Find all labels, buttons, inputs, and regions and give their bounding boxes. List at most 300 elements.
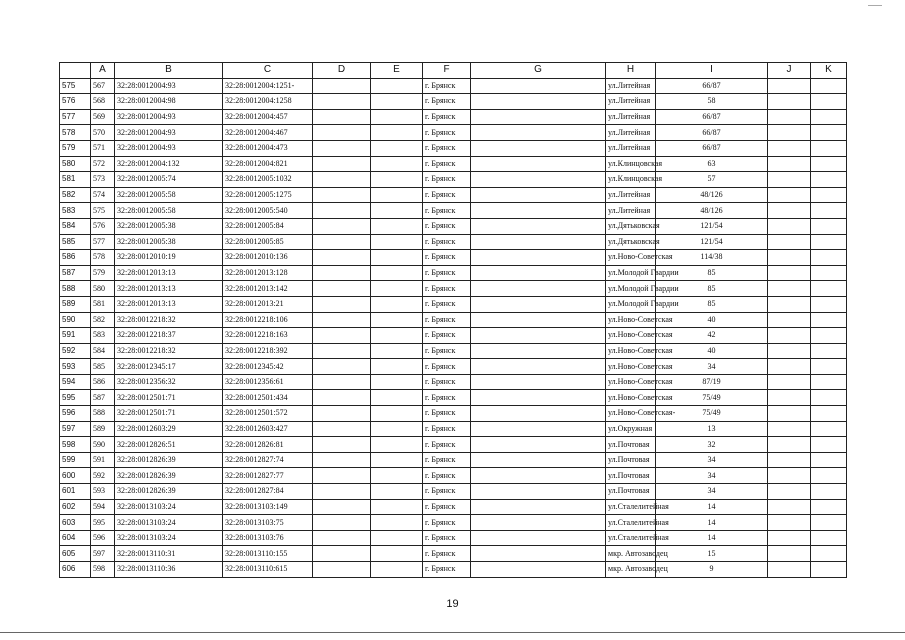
- column-header: A: [91, 63, 115, 79]
- empty-cell: [811, 328, 847, 344]
- table-cell: 32:28:0013110:615: [223, 562, 313, 578]
- empty-cell: [768, 437, 811, 453]
- empty-cell: [768, 218, 811, 234]
- empty-cell: [313, 218, 371, 234]
- empty-cell: [811, 265, 847, 281]
- column-header: G: [471, 63, 606, 79]
- table-row: [60, 109, 847, 125]
- empty-cell: [768, 140, 811, 156]
- empty-cell: [471, 187, 606, 203]
- empty-cell: [313, 296, 371, 312]
- empty-cell: [313, 203, 371, 219]
- table-cell: 32:28:0012603:427: [223, 421, 313, 437]
- empty-cell: [768, 281, 811, 297]
- table-cell: 40: [656, 343, 768, 359]
- page-bottom-rule: [0, 632, 905, 633]
- empty-cell: [313, 530, 371, 546]
- empty-cell: [811, 140, 847, 156]
- empty-cell: [768, 109, 811, 125]
- empty-cell: [371, 234, 423, 250]
- table-cell: 577: [91, 234, 115, 250]
- empty-cell: [313, 187, 371, 203]
- empty-cell: [371, 281, 423, 297]
- row-number: 580: [60, 156, 91, 172]
- table-cell: ул.Ново-Советская: [606, 328, 656, 344]
- row-number: 582: [60, 187, 91, 203]
- table-cell: 85: [656, 265, 768, 281]
- table-row: [60, 390, 847, 406]
- table-cell: 42: [656, 328, 768, 344]
- table-cell: 32:28:0013103:149: [223, 499, 313, 515]
- table-cell: 32:28:0012004:93: [115, 140, 223, 156]
- empty-cell: [768, 484, 811, 500]
- table-cell: г. Брянск: [423, 390, 471, 406]
- table-cell: 34: [656, 359, 768, 375]
- empty-cell: [313, 125, 371, 141]
- empty-cell: [371, 374, 423, 390]
- table-cell: 114/38: [656, 250, 768, 266]
- empty-cell: [313, 515, 371, 531]
- row-number: 575: [60, 78, 91, 94]
- empty-cell: [471, 109, 606, 125]
- table-cell: 570: [91, 125, 115, 141]
- empty-cell: [471, 484, 606, 500]
- table-cell: 32:28:0012005:58: [115, 187, 223, 203]
- empty-cell: [371, 530, 423, 546]
- table-row: [60, 374, 847, 390]
- empty-cell: [371, 109, 423, 125]
- column-header: H: [606, 63, 656, 79]
- empty-cell: [768, 125, 811, 141]
- empty-cell: [313, 343, 371, 359]
- empty-cell: [811, 359, 847, 375]
- empty-cell: [471, 499, 606, 515]
- empty-cell: [471, 281, 606, 297]
- table-cell: ул.Ново-Советская: [606, 390, 656, 406]
- empty-cell: [811, 452, 847, 468]
- table-cell: 32:28:0012005:1032: [223, 172, 313, 188]
- table-cell: 32:28:0012345:42: [223, 359, 313, 375]
- table-cell: 596: [91, 530, 115, 546]
- empty-cell: [313, 281, 371, 297]
- table-cell: 32:28:0013103:24: [115, 530, 223, 546]
- table-cell: 32:28:0012218:32: [115, 312, 223, 328]
- table-cell: 574: [91, 187, 115, 203]
- empty-cell: [471, 78, 606, 94]
- row-number: 605: [60, 546, 91, 562]
- table-cell: ул.Ново-Советская: [606, 359, 656, 375]
- table-cell: 32:28:0012603:29: [115, 421, 223, 437]
- empty-cell: [768, 452, 811, 468]
- row-number: 598: [60, 437, 91, 453]
- table-cell: 85: [656, 281, 768, 297]
- column-header: C: [223, 63, 313, 79]
- table-cell: 32:28:0012004:457: [223, 109, 313, 125]
- table-cell: 579: [91, 265, 115, 281]
- empty-cell: [313, 562, 371, 578]
- row-number: 593: [60, 359, 91, 375]
- empty-cell: [471, 172, 606, 188]
- table-cell: ул.Литейная: [606, 125, 656, 141]
- table-cell: г. Брянск: [423, 437, 471, 453]
- empty-cell: [768, 250, 811, 266]
- table-cell: 587: [91, 390, 115, 406]
- table-cell: 569: [91, 109, 115, 125]
- row-number: 589: [60, 296, 91, 312]
- empty-cell: [371, 296, 423, 312]
- empty-cell: [371, 343, 423, 359]
- empty-cell: [313, 546, 371, 562]
- row-number: 584: [60, 218, 91, 234]
- empty-cell: [371, 359, 423, 375]
- table-cell: 32:28:0012501:71: [115, 406, 223, 422]
- table-cell: ул.Окружная: [606, 421, 656, 437]
- empty-cell: [471, 530, 606, 546]
- empty-cell: [768, 359, 811, 375]
- empty-cell: [313, 390, 371, 406]
- empty-cell: [471, 406, 606, 422]
- table-cell: г. Брянск: [423, 452, 471, 468]
- table-cell: ул.Сталелитейная: [606, 499, 656, 515]
- table-row: [60, 172, 847, 188]
- empty-cell: [768, 499, 811, 515]
- empty-cell: [471, 468, 606, 484]
- empty-cell: [471, 359, 606, 375]
- table-cell: 32:28:0012005:58: [115, 203, 223, 219]
- empty-cell: [471, 218, 606, 234]
- column-header: J: [768, 63, 811, 79]
- row-number: 576: [60, 94, 91, 110]
- row-number: 597: [60, 421, 91, 437]
- empty-cell: [313, 250, 371, 266]
- row-number: 600: [60, 468, 91, 484]
- table-cell: 32:28:0012218:32: [115, 343, 223, 359]
- table-cell: 32:28:0012013:21: [223, 296, 313, 312]
- table-cell: г. Брянск: [423, 406, 471, 422]
- table-cell: 32:28:0012013:128: [223, 265, 313, 281]
- table-cell: 32:28:0012010:136: [223, 250, 313, 266]
- empty-cell: [811, 125, 847, 141]
- table-row: [60, 484, 847, 500]
- empty-cell: [471, 265, 606, 281]
- table-cell: 87/19: [656, 374, 768, 390]
- table-cell: мкр. Автозаводец: [606, 546, 656, 562]
- empty-cell: [471, 390, 606, 406]
- empty-cell: [768, 562, 811, 578]
- row-number: 595: [60, 390, 91, 406]
- table-cell: 588: [91, 406, 115, 422]
- table-cell: 32:28:0012005:1275: [223, 187, 313, 203]
- table-cell: г. Брянск: [423, 281, 471, 297]
- empty-cell: [471, 234, 606, 250]
- empty-cell: [768, 296, 811, 312]
- table-cell: ул.Ново-Советская-: [606, 406, 656, 422]
- empty-cell: [811, 94, 847, 110]
- empty-cell: [371, 203, 423, 219]
- table-body: [60, 78, 847, 577]
- table-cell: 75/49: [656, 406, 768, 422]
- table-cell: г. Брянск: [423, 140, 471, 156]
- empty-cell: [371, 390, 423, 406]
- table-cell: 32:28:0012004:473: [223, 140, 313, 156]
- table-cell: 590: [91, 437, 115, 453]
- table-cell: ул.Дятьковская: [606, 234, 656, 250]
- table-cell: 32:28:0012827:84: [223, 484, 313, 500]
- table-cell: 85: [656, 296, 768, 312]
- table-cell: 32:28:0012005:84: [223, 218, 313, 234]
- empty-cell: [471, 421, 606, 437]
- table-row: [60, 187, 847, 203]
- table-cell: ул.Почтовая: [606, 437, 656, 453]
- empty-cell: [768, 374, 811, 390]
- empty-cell: [471, 562, 606, 578]
- table-cell: мкр. Автозаводец: [606, 562, 656, 578]
- empty-cell: [371, 156, 423, 172]
- empty-cell: [313, 156, 371, 172]
- table-cell: 594: [91, 499, 115, 515]
- empty-cell: [811, 281, 847, 297]
- table-cell: г. Брянск: [423, 78, 471, 94]
- empty-cell: [313, 109, 371, 125]
- table-row: [60, 499, 847, 515]
- table-cell: 32:28:0012004:467: [223, 125, 313, 141]
- empty-cell: [811, 78, 847, 94]
- empty-cell: [768, 515, 811, 531]
- empty-cell: [471, 94, 606, 110]
- table-cell: г. Брянск: [423, 421, 471, 437]
- table-cell: г. Брянск: [423, 234, 471, 250]
- empty-cell: [768, 187, 811, 203]
- empty-cell: [768, 94, 811, 110]
- table-row: [60, 546, 847, 562]
- table-cell: г. Брянск: [423, 499, 471, 515]
- table-cell: 597: [91, 546, 115, 562]
- table-cell: ул.Сталелитейная: [606, 530, 656, 546]
- table-cell: г. Брянск: [423, 328, 471, 344]
- table-cell: 32:28:0012004:821: [223, 156, 313, 172]
- row-number: 603: [60, 515, 91, 531]
- table-cell: 14: [656, 515, 768, 531]
- table-cell: 576: [91, 218, 115, 234]
- table-cell: 66/87: [656, 78, 768, 94]
- table-cell: 572: [91, 156, 115, 172]
- table-cell: ул.Ново-Советская: [606, 343, 656, 359]
- column-header: B: [115, 63, 223, 79]
- empty-cell: [313, 421, 371, 437]
- table-cell: 34: [656, 484, 768, 500]
- table-cell: 593: [91, 484, 115, 500]
- row-number: 585: [60, 234, 91, 250]
- empty-cell: [313, 452, 371, 468]
- table-cell: 32:28:0012004:98: [115, 94, 223, 110]
- column-header: F: [423, 63, 471, 79]
- empty-cell: [811, 250, 847, 266]
- empty-cell: [371, 484, 423, 500]
- empty-cell: [313, 140, 371, 156]
- empty-cell: [811, 390, 847, 406]
- table-cell: ул.Литейная: [606, 187, 656, 203]
- table-cell: г. Брянск: [423, 94, 471, 110]
- empty-cell: [313, 437, 371, 453]
- table-cell: 121/54: [656, 218, 768, 234]
- empty-cell: [811, 109, 847, 125]
- row-number: 579: [60, 140, 91, 156]
- empty-cell: [811, 515, 847, 531]
- table-cell: ул.Ново-Советская: [606, 374, 656, 390]
- table-cell: 32:28:0012005:74: [115, 172, 223, 188]
- table-cell: 13: [656, 421, 768, 437]
- table-cell: 582: [91, 312, 115, 328]
- row-number: 583: [60, 203, 91, 219]
- empty-cell: [768, 546, 811, 562]
- row-number: 586: [60, 250, 91, 266]
- empty-cell: [811, 218, 847, 234]
- empty-cell: [811, 343, 847, 359]
- table-cell: 584: [91, 343, 115, 359]
- table-cell: 595: [91, 515, 115, 531]
- table-cell: 66/87: [656, 109, 768, 125]
- empty-cell: [471, 374, 606, 390]
- empty-cell: [811, 499, 847, 515]
- empty-cell: [313, 359, 371, 375]
- table-row: [60, 234, 847, 250]
- empty-cell: [313, 172, 371, 188]
- table-cell: 32:28:0012004:1251-: [223, 78, 313, 94]
- table-cell: г. Брянск: [423, 530, 471, 546]
- table-cell: г. Брянск: [423, 250, 471, 266]
- empty-cell: [371, 78, 423, 94]
- empty-cell: [371, 140, 423, 156]
- table-cell: 32:28:0012218:163: [223, 328, 313, 344]
- table-cell: 32:28:0012005:540: [223, 203, 313, 219]
- table-cell: 32:28:0013110:31: [115, 546, 223, 562]
- table-cell: 32:28:0012356:32: [115, 374, 223, 390]
- empty-cell: [371, 406, 423, 422]
- table-row: [60, 250, 847, 266]
- table-cell: 32:28:0012826:39: [115, 452, 223, 468]
- table-row: [60, 343, 847, 359]
- empty-cell: [371, 515, 423, 531]
- table-cell: 32:28:0012013:13: [115, 281, 223, 297]
- row-number: 596: [60, 406, 91, 422]
- table-cell: 48/126: [656, 187, 768, 203]
- empty-cell: [471, 546, 606, 562]
- table-cell: 32:28:0012501:434: [223, 390, 313, 406]
- table-cell: 48/126: [656, 203, 768, 219]
- row-number: 578: [60, 125, 91, 141]
- empty-cell: [768, 265, 811, 281]
- table-cell: 32:28:0012005:38: [115, 234, 223, 250]
- empty-cell: [768, 312, 811, 328]
- table-cell: г. Брянск: [423, 374, 471, 390]
- table-cell: 32:28:0012004:93: [115, 109, 223, 125]
- table-cell: г. Брянск: [423, 109, 471, 125]
- row-number: 594: [60, 374, 91, 390]
- table-cell: 14: [656, 530, 768, 546]
- empty-cell: [768, 172, 811, 188]
- table-cell: 32:28:0012827:77: [223, 468, 313, 484]
- table-cell: г. Брянск: [423, 172, 471, 188]
- table-cell: 598: [91, 562, 115, 578]
- table-cell: 32:28:0012345:17: [115, 359, 223, 375]
- table-cell: г. Брянск: [423, 218, 471, 234]
- table-cell: ул.Дятьковская: [606, 218, 656, 234]
- table-row: [60, 452, 847, 468]
- table-cell: 32:28:0012218:37: [115, 328, 223, 344]
- table-cell: 32:28:0012004:93: [115, 125, 223, 141]
- table-cell: г. Брянск: [423, 125, 471, 141]
- table-cell: 571: [91, 140, 115, 156]
- page-number: 19: [446, 598, 459, 610]
- table-cell: ул.Литейная: [606, 94, 656, 110]
- table-row: [60, 515, 847, 531]
- empty-cell: [313, 468, 371, 484]
- column-header: D: [313, 63, 371, 79]
- column-header: K: [811, 63, 847, 79]
- empty-cell: [371, 499, 423, 515]
- table-cell: 585: [91, 359, 115, 375]
- column-header: E: [371, 63, 423, 79]
- table-cell: 57: [656, 172, 768, 188]
- table-cell: 580: [91, 281, 115, 297]
- empty-cell: [768, 406, 811, 422]
- table-cell: ул.Литейная: [606, 203, 656, 219]
- empty-cell: [371, 546, 423, 562]
- table-cell: 32:28:0012010:19: [115, 250, 223, 266]
- table-cell: 15: [656, 546, 768, 562]
- table-cell: 32:28:0012827:74: [223, 452, 313, 468]
- row-number: 581: [60, 172, 91, 188]
- empty-cell: [471, 250, 606, 266]
- table-cell: 32:28:0012004:93: [115, 78, 223, 94]
- table-cell: 32:28:0013103:24: [115, 515, 223, 531]
- table-row: [60, 218, 847, 234]
- table-cell: 14: [656, 499, 768, 515]
- empty-cell: [313, 499, 371, 515]
- empty-cell: [371, 562, 423, 578]
- row-number: 587: [60, 265, 91, 281]
- table-cell: ул.Молодой Гвардии: [606, 265, 656, 281]
- table-cell: 32:28:0012218:392: [223, 343, 313, 359]
- table-cell: 578: [91, 250, 115, 266]
- table-cell: ул.Ново-Советская: [606, 312, 656, 328]
- row-number: 591: [60, 328, 91, 344]
- table-cell: ул.Клинцовская: [606, 156, 656, 172]
- table-cell: г. Брянск: [423, 359, 471, 375]
- empty-cell: [811, 562, 847, 578]
- empty-cell: [811, 546, 847, 562]
- empty-cell: [768, 78, 811, 94]
- table-cell: 591: [91, 452, 115, 468]
- table-cell: 32:28:0013103:76: [223, 530, 313, 546]
- table-cell: 589: [91, 421, 115, 437]
- table-cell: 32:28:0012013:142: [223, 281, 313, 297]
- empty-cell: [371, 187, 423, 203]
- table-row: [60, 406, 847, 422]
- empty-cell: [371, 452, 423, 468]
- corner-cell: [60, 63, 91, 79]
- row-number: 588: [60, 281, 91, 297]
- table-row: [60, 156, 847, 172]
- table-cell: ул.Молодой Гвардии: [606, 296, 656, 312]
- empty-cell: [768, 156, 811, 172]
- table-row: [60, 312, 847, 328]
- empty-cell: [313, 234, 371, 250]
- empty-cell: [313, 406, 371, 422]
- empty-cell: [811, 484, 847, 500]
- table-cell: 32:28:0012826:51: [115, 437, 223, 453]
- table-cell: 32:28:0013103:24: [115, 499, 223, 515]
